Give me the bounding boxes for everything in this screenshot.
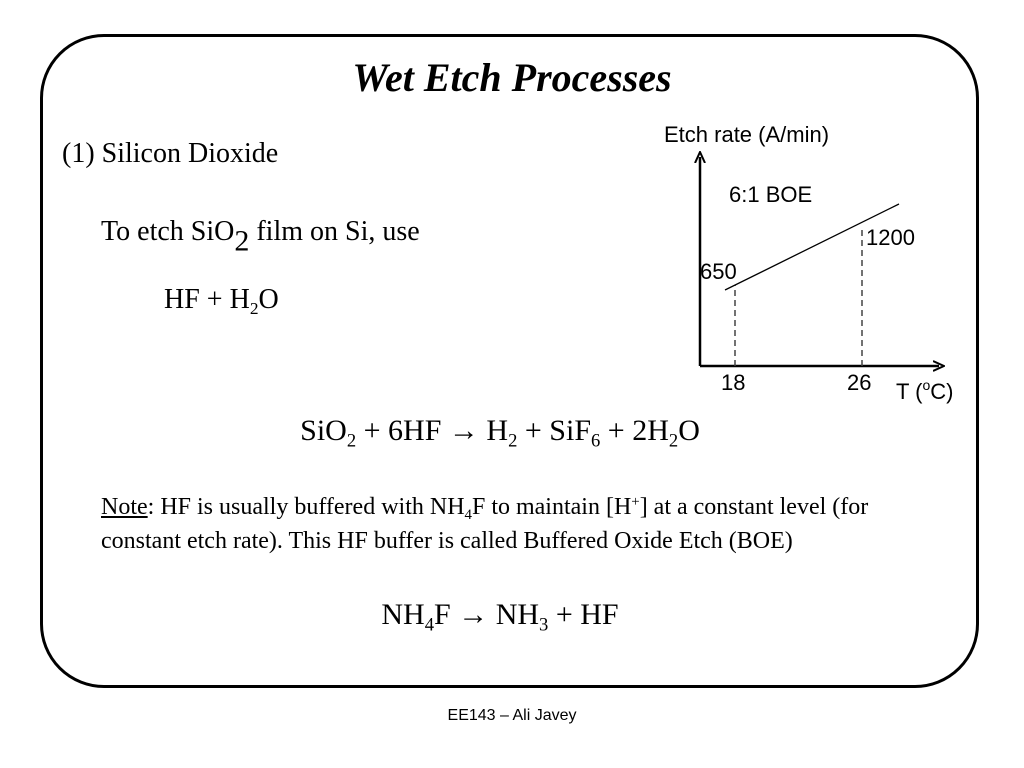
rx-p2: + 6HF bbox=[356, 414, 449, 447]
rx-s3: 6 bbox=[591, 430, 601, 452]
intro-post: film on Si, use bbox=[249, 216, 420, 247]
note-sup1: + bbox=[631, 493, 640, 510]
reagent-pre: HF + H bbox=[164, 284, 250, 315]
rx-p1: SiO bbox=[300, 414, 347, 447]
rx-s4: 2 bbox=[668, 430, 679, 452]
y-axis-label: Etch rate (A/min) bbox=[664, 122, 830, 147]
x-axis-label-sup: o bbox=[922, 377, 931, 393]
reaction-arrow: → bbox=[448, 414, 479, 447]
point-label-650: 650 bbox=[700, 259, 737, 284]
boe-p2: F bbox=[434, 598, 459, 631]
rx-s2: 2 bbox=[508, 430, 518, 452]
boe-arrow: → bbox=[458, 598, 489, 631]
boe-p1: NH bbox=[381, 598, 425, 631]
boe-s2: 3 bbox=[539, 614, 549, 636]
series-label: 6:1 BOE bbox=[729, 182, 813, 207]
x-marker-label-26: 26 bbox=[847, 370, 872, 395]
reagent-post: O bbox=[258, 284, 279, 315]
oxide-etch-reaction bbox=[0, 414, 1000, 452]
note-paragraph bbox=[101, 490, 921, 558]
note-t3: ] at a constant level (for constant etch rate). This HF buffer is called Buffered Oxide Etch (BOE) bbox=[101, 494, 869, 554]
note-label: Note bbox=[101, 494, 148, 520]
note-s1: 4 bbox=[464, 507, 472, 524]
section-heading: (1) Silicon Dioxide bbox=[62, 138, 279, 169]
rx-s1: 2 bbox=[346, 430, 357, 452]
rx-p3: H bbox=[478, 414, 509, 447]
x-axis-label bbox=[896, 377, 954, 404]
boe-p4: + HF bbox=[548, 598, 619, 631]
rx-p4: + SiF bbox=[517, 414, 591, 447]
reagent-sub: 2 bbox=[249, 299, 259, 319]
rx-p5: + 2H bbox=[600, 414, 669, 447]
x-axis-label-pre: T ( bbox=[896, 379, 923, 404]
rx-p6: O bbox=[678, 414, 700, 447]
note-t1: : HF is usually buffered with NH bbox=[147, 494, 465, 520]
note-t2: F to maintain [H bbox=[471, 494, 632, 520]
slide-title: Wet Etch Processes bbox=[352, 55, 672, 100]
point-label-1200: 1200 bbox=[866, 225, 915, 250]
boe-p3: NH bbox=[488, 598, 540, 631]
intro-pre: To etch SiO bbox=[101, 216, 235, 247]
footer-credit: EE143 – Ali Javey bbox=[447, 707, 577, 724]
x-axis-label-post: C) bbox=[930, 379, 954, 404]
boe-s1: 4 bbox=[424, 614, 435, 636]
boe-reaction bbox=[0, 598, 1000, 636]
x-marker-label-18: 18 bbox=[721, 370, 746, 395]
intro-sub: 2 bbox=[234, 224, 250, 258]
